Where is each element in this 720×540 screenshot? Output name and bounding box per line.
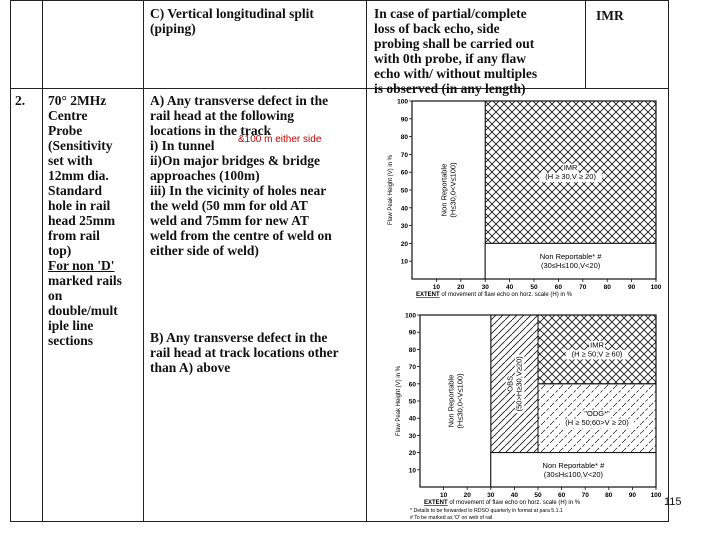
text-line: C) Vertical longitudinal split xyxy=(150,6,314,21)
x-tick-label: 40 xyxy=(505,284,514,291)
row-2-section-b xyxy=(150,330,362,375)
text-line: either side of weld) xyxy=(150,243,259,258)
text-line: approaches (100m) xyxy=(150,168,260,183)
tunnel-annotation: &100 m either side xyxy=(238,134,322,145)
row-c-category: IMR xyxy=(596,8,624,23)
y-axis-label: Flaw Peak Height (V) in % xyxy=(388,154,394,226)
y-tick-label: 50 xyxy=(400,187,408,195)
flaw-chart-b xyxy=(372,306,664,520)
y-tick-label: 90 xyxy=(408,329,416,337)
text-line: loss of back echo, side xyxy=(374,21,500,36)
text-line: marked rails xyxy=(48,273,122,288)
x-tick-label: 30 xyxy=(481,284,489,291)
text-line: Probe xyxy=(48,123,83,138)
text-line: weld and 75mm for new AT xyxy=(150,213,309,228)
page-number: 115 xyxy=(664,496,682,508)
text-line: rail head at the following xyxy=(150,108,294,123)
region-label xyxy=(446,373,464,429)
x-tick-label: 50 xyxy=(530,284,538,291)
region-label-line: (50>H≥30,V≥20) xyxy=(514,356,524,412)
x-tick-label: 70 xyxy=(579,284,587,291)
x-tick-label: 50 xyxy=(534,492,542,499)
text-line: iii) In the vicinity of holes near xyxy=(150,183,327,198)
text-line: set with xyxy=(48,153,93,168)
row-2-probe xyxy=(48,93,140,348)
y-tick-label: 80 xyxy=(408,346,416,354)
x-tick-label: 100 xyxy=(650,492,662,499)
chart-footnote: # To be marked as 'O' on web of rail xyxy=(410,515,493,520)
text-line: head 25mm xyxy=(48,213,116,228)
region-label-line: Non Reportable xyxy=(446,374,456,428)
region-label-line: Non Reportable xyxy=(439,163,449,217)
x-axis-label-bold: EXTENT xyxy=(424,500,448,506)
y-tick-label: 20 xyxy=(400,240,408,248)
text-line: Standard xyxy=(48,183,103,198)
y-tick-label: 30 xyxy=(408,432,416,440)
region-label-line: "ODG*" xyxy=(584,409,610,419)
y-tick-label: 30 xyxy=(400,223,408,231)
y-tick-label: 60 xyxy=(408,381,416,389)
x-tick-label: 10 xyxy=(432,284,441,291)
row-2-number: 2. xyxy=(15,93,26,108)
region-label-line: IMR xyxy=(590,340,604,350)
y-tick-label: 40 xyxy=(408,415,416,423)
x-axis-label-rest: of movement of flaw echo on horz. scale (H) in % xyxy=(447,500,581,506)
text-line: hole in rail xyxy=(48,198,111,213)
table-border-top xyxy=(10,0,669,1)
x-axis-label xyxy=(424,500,581,506)
region-label-line: (H≤30,0<V≤100) xyxy=(448,162,458,218)
text-line: from rail xyxy=(48,228,100,243)
row-2-section-a xyxy=(150,93,362,258)
region-label-line: (30≤H≤100,V<20) xyxy=(543,469,604,479)
y-tick-label: 40 xyxy=(400,205,408,213)
text-line: (piping) xyxy=(150,21,196,36)
table-border-bottom xyxy=(10,521,669,522)
text-line: weld from the centre of weld on xyxy=(150,228,332,243)
text-line: i) In tunnel xyxy=(150,138,215,153)
table-border-right xyxy=(668,0,669,522)
text-line: sections xyxy=(48,333,93,348)
text-line: A) Any transverse defect in the xyxy=(150,93,329,108)
region-label-line: (H ≥ 30,V ≥ 20) xyxy=(545,172,596,182)
text-line: echo with/ without multiples xyxy=(374,66,538,81)
row-c-title xyxy=(150,6,362,36)
row-c-description xyxy=(374,6,580,96)
x-tick-label: 60 xyxy=(554,284,563,291)
text-line: with 0th probe, if any flaw xyxy=(374,51,527,66)
text-line: iple line xyxy=(48,318,94,333)
y-tick-label: 90 xyxy=(400,116,408,124)
y-tick-label: 20 xyxy=(408,450,416,458)
x-tick-label: 90 xyxy=(627,284,636,291)
table-border-left xyxy=(10,0,11,522)
y-axis-label: Flaw Peak Height (V) in % xyxy=(396,365,402,437)
text-line: 12mm dia. xyxy=(48,168,109,183)
text-line: ii)On major bridges & bridge xyxy=(150,153,320,168)
table-border-col5 xyxy=(585,0,586,88)
text-line: on xyxy=(48,288,63,303)
region-label-line: IMR xyxy=(563,163,578,173)
text-line: rail head at track locations other xyxy=(150,345,339,360)
x-tick-label: 80 xyxy=(605,492,613,499)
flaw-chart-a xyxy=(372,92,664,300)
region-label xyxy=(543,461,606,479)
y-tick-label: 10 xyxy=(408,467,416,475)
region-label-line: Non Reportable* # xyxy=(542,460,605,470)
region-label xyxy=(440,162,458,218)
region-label-line: Non Reportable* # xyxy=(539,252,602,262)
table-border-col2 xyxy=(42,0,43,522)
text-line: Centre xyxy=(48,108,88,123)
x-tick-label: 70 xyxy=(581,492,589,499)
text-line: 70° 2MHz xyxy=(48,93,107,108)
text-line: top) xyxy=(48,243,72,258)
x-axis-label xyxy=(416,292,573,298)
region-label-line: (30≤H≤100,V<20) xyxy=(540,261,601,271)
text-line: probing shall be carried out xyxy=(374,36,535,51)
x-tick-label: 60 xyxy=(557,492,566,499)
text-line: B) Any transverse defect in the xyxy=(150,330,328,345)
region-label xyxy=(540,252,603,270)
x-tick-label: 90 xyxy=(628,492,637,499)
text-line: locations in the track xyxy=(150,123,272,138)
y-tick-label: 100 xyxy=(405,312,416,320)
y-tick-label: 100 xyxy=(397,98,408,106)
region-label-line: (H ≥ 50;60>V ≥ 20) xyxy=(565,418,629,428)
x-tick-label: 80 xyxy=(603,284,611,291)
region-label-line: OBS xyxy=(505,375,515,392)
y-tick-label: 50 xyxy=(408,398,416,406)
y-tick-label: 70 xyxy=(400,151,408,159)
x-tick-label: 30 xyxy=(487,492,495,499)
table-border-col4 xyxy=(366,0,367,522)
text-line: In case of partial/complete xyxy=(374,6,527,21)
x-tick-label: 20 xyxy=(457,284,465,291)
y-tick-label: 10 xyxy=(400,258,408,266)
x-tick-label: 10 xyxy=(439,492,448,499)
text-line: is observed (in any length) xyxy=(374,81,526,96)
x-axis-label-bold: EXTENT xyxy=(416,292,440,298)
table-border-col3 xyxy=(143,0,144,522)
x-tick-label: 40 xyxy=(510,492,519,499)
x-tick-label: 100 xyxy=(650,284,662,291)
x-tick-label: 20 xyxy=(463,492,471,499)
text-line: For non 'D' xyxy=(48,258,115,273)
region-label-line: (H ≥ 50;V ≥ 60) xyxy=(571,349,623,359)
x-axis-label-rest: of movement of flaw echo on horz. scale (H) in % xyxy=(439,292,573,298)
y-tick-label: 80 xyxy=(400,134,408,142)
y-tick-label: 60 xyxy=(400,169,408,177)
y-tick-label: 70 xyxy=(408,364,416,372)
text-line: double/mult xyxy=(48,303,118,318)
region-label-line: (H≤30,0<V≤100) xyxy=(455,373,465,429)
chart-footnote: * Details to be forwarded to RDSO quarterly in format at para 5.1.1 xyxy=(410,508,563,514)
text-line: (Sensitivity xyxy=(48,138,113,153)
text-line: the weld (50 mm for old AT xyxy=(150,198,308,213)
text-line: than A) above xyxy=(150,360,231,375)
